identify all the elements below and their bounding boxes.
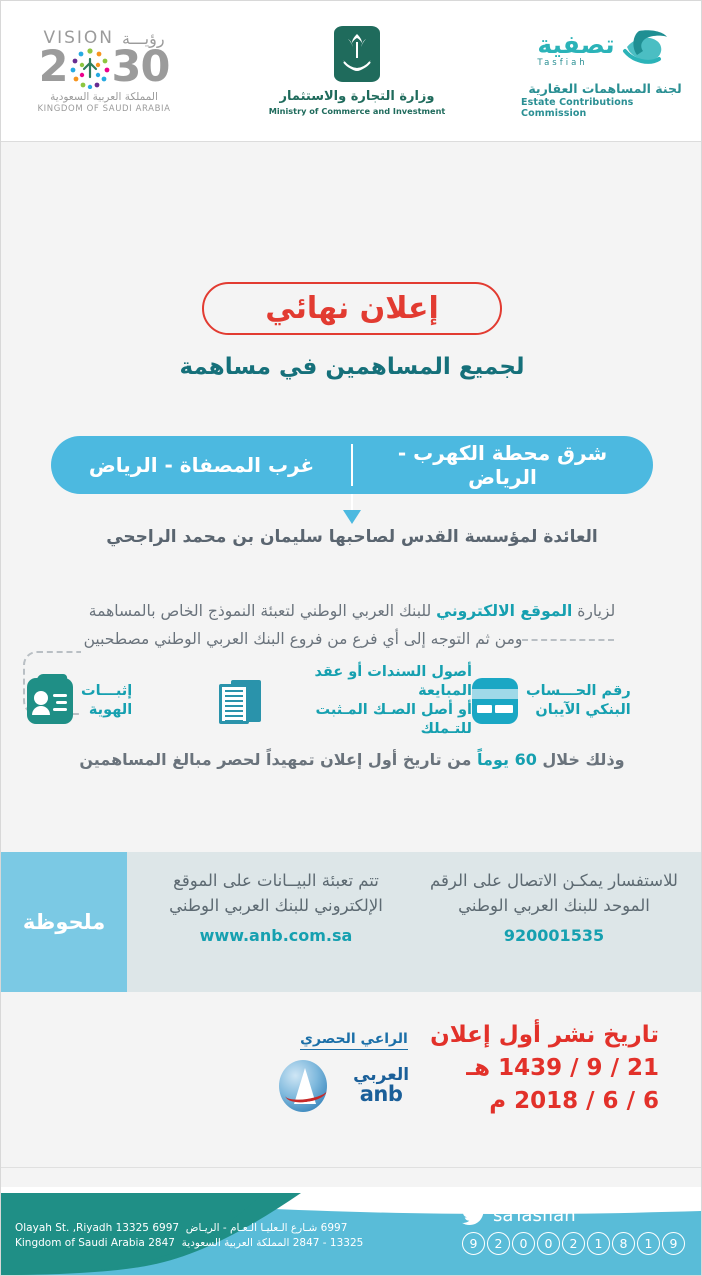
location-banner [51,436,653,494]
period-prefix: وذلك خلال [536,750,625,769]
publication-date-block [430,1022,659,1114]
footer-address [15,1221,363,1251]
document-icon [217,678,263,724]
requirement-iban-line2: البنكي الآيبان [535,702,631,718]
para-line2: ومن ثم التوجه إلى أي فرع من فروع البنك العربي الوطني مصطحبين [83,630,523,648]
twitter-row[interactable] [462,1205,685,1226]
requirement-item-iban [472,678,672,724]
note-strip [1,852,702,992]
location-left-label: شرق محطة الكهرب - الرياض [397,441,608,489]
phone-digit: 0 [537,1232,560,1255]
tasfiah-logo-top [537,24,672,76]
phone-digit: 1 [587,1232,610,1255]
tasfiah-logo [521,24,689,119]
location-arrow-icon [343,510,361,524]
note-phone-number[interactable]: 920001535 [503,926,605,945]
announcement-title-pill [202,282,502,335]
requirement-item-identity [27,678,217,724]
tasfiah-word-latin: Tasfiah [537,57,588,68]
vision-word-ar: رؤيـــة [122,28,165,48]
tasfiah-mark-icon [619,25,673,75]
ministry-name-en: Ministry of Commerce and Investment [268,106,446,116]
note-columns [127,852,702,992]
requirement-label-deeds [271,663,472,739]
location-divider [351,444,353,486]
requirement-label-iban [526,682,631,720]
period-suffix: من تاريخ أول إعلان تمهيداً لحصر مبالغ المساهمين [79,750,478,769]
anb-logo [279,1060,429,1112]
note-website-url[interactable]: www.anb.com.sa [199,926,353,945]
requirement-item-deeds [217,663,472,739]
vision-kingdom-ar: المملكة العربية السعودية [50,91,158,103]
bank-card-icon [472,678,518,724]
period-line [1,750,702,769]
anb-name-en: anb [359,1082,403,1106]
sponsor-block [279,1028,429,1112]
requirement-label-identity [81,682,132,720]
bottom-divider [1,1167,702,1168]
date-gregorian: 6 / 6 / 2018 م [489,1088,659,1114]
footer-address-line2 [15,1236,363,1251]
tasfiah-line-ar: لجنة المساهمات العقارية [528,80,682,96]
header-logos [1,1,702,141]
saudi-emblem-icon [334,26,380,82]
anb-name-ar: العربي [353,1065,410,1085]
ministry-logo [262,26,452,116]
phone-digit: 1 [637,1232,660,1255]
announcement-subtitle: لجميع المساهمين في مساهمة [179,354,525,380]
footer-address-ar-2: 13325 - 2847 المملكة العربية السعودية [181,1237,364,1249]
page-title: إعلان نهائي [265,291,439,326]
sponsor-label: الراعي الحصري [300,1031,408,1050]
vision-word-en: VISION [43,28,114,48]
requirements-row [27,664,675,737]
anb-wordmark [333,1067,429,1105]
vision-num-right: 30 [111,42,170,92]
vision-2030-logo [15,28,193,114]
period-highlight: 60 يوماً [477,750,537,769]
date-hijri: 21 / 9 / 1439 هـ [466,1055,659,1081]
para-line1-suffix: للبنك العربي الوطني لتعبئة النموذج الخاص بالمساهمة [88,602,437,620]
phone-digit: 8 [612,1232,635,1255]
id-card-icon [27,678,73,724]
para-line1-prefix: لزيارة [572,602,616,620]
tasfiah-word-ar: تصفية [537,29,615,59]
note-column-phone [429,868,679,992]
vision-dots-icon [69,47,111,89]
requirement-iban-line1: رقم الحـــساب [526,683,631,699]
vision-kingdom-en: KINGDOM OF SAUDI ARABIA [37,104,171,114]
requirement-deeds-line2: أو أصل الصـك المـثبت للتـملك [315,702,472,737]
note-column-website [151,868,401,992]
footer-address-en-1: 6997 Olayah St. ,Riyadh 13325 [15,1222,180,1234]
footer-phone-digits[interactable] [462,1232,685,1255]
footer-address-en-2: 2847 Kingdom of Saudi Arabia [15,1237,175,1249]
owner-line: العائدة لمؤسسة القدس لصاحبها سليمان بن محمد الراجحي [106,527,598,547]
footer [1,1187,702,1276]
note-website-text: تتم تعبئة البيــانات على الموقع الإلكتروني للبنك العربي الوطني [169,871,383,915]
requirement-identity-line1: إثبـــات [81,683,133,699]
website-link-text[interactable]: الموقع الالكتروني [436,602,573,620]
footer-social-block [462,1205,685,1255]
anb-sphere-icon [279,1060,327,1112]
location-right-label: غرب المصفاة - الرياض [88,453,315,477]
requirement-deeds-line1: أصول السندات أو عقد المبايعة [314,664,472,699]
footer-address-ar-1: 6997 شـارع الـعليـا الـعـام - الريـاض [185,1222,348,1234]
instructions-paragraph [41,597,663,653]
main-body [1,142,702,845]
twitter-icon[interactable] [462,1206,486,1226]
requirement-identity-line2: الهوية [88,702,133,718]
note-phone-text: للاستفسار يمكـن الاتصال على الرقم الموحد للبنك العربي الوطني [430,871,678,915]
note-tag-label: ملحوظة [1,852,127,992]
vision-number-row [38,42,170,92]
phone-digit: 9 [662,1232,685,1255]
phone-digit: 0 [512,1232,535,1255]
phone-digit: 9 [462,1232,485,1255]
ministry-name-ar: وزارة التجارة والاستثمار [279,89,435,104]
date-title: تاريخ نشر أول إعلان [430,1022,659,1048]
footer-address-line1 [15,1221,363,1236]
palm-swords-icon [334,26,380,82]
phone-digit: 2 [562,1232,585,1255]
phone-digit: 2 [487,1232,510,1255]
vision-num-left: 2 [38,42,68,92]
dashed-connector-line [522,639,614,641]
tasfiah-line-en: Estate Contributions Commission [521,96,634,119]
twitter-handle[interactable]: saTasfiah [493,1205,576,1226]
date-sponsor-area [1,992,702,1167]
